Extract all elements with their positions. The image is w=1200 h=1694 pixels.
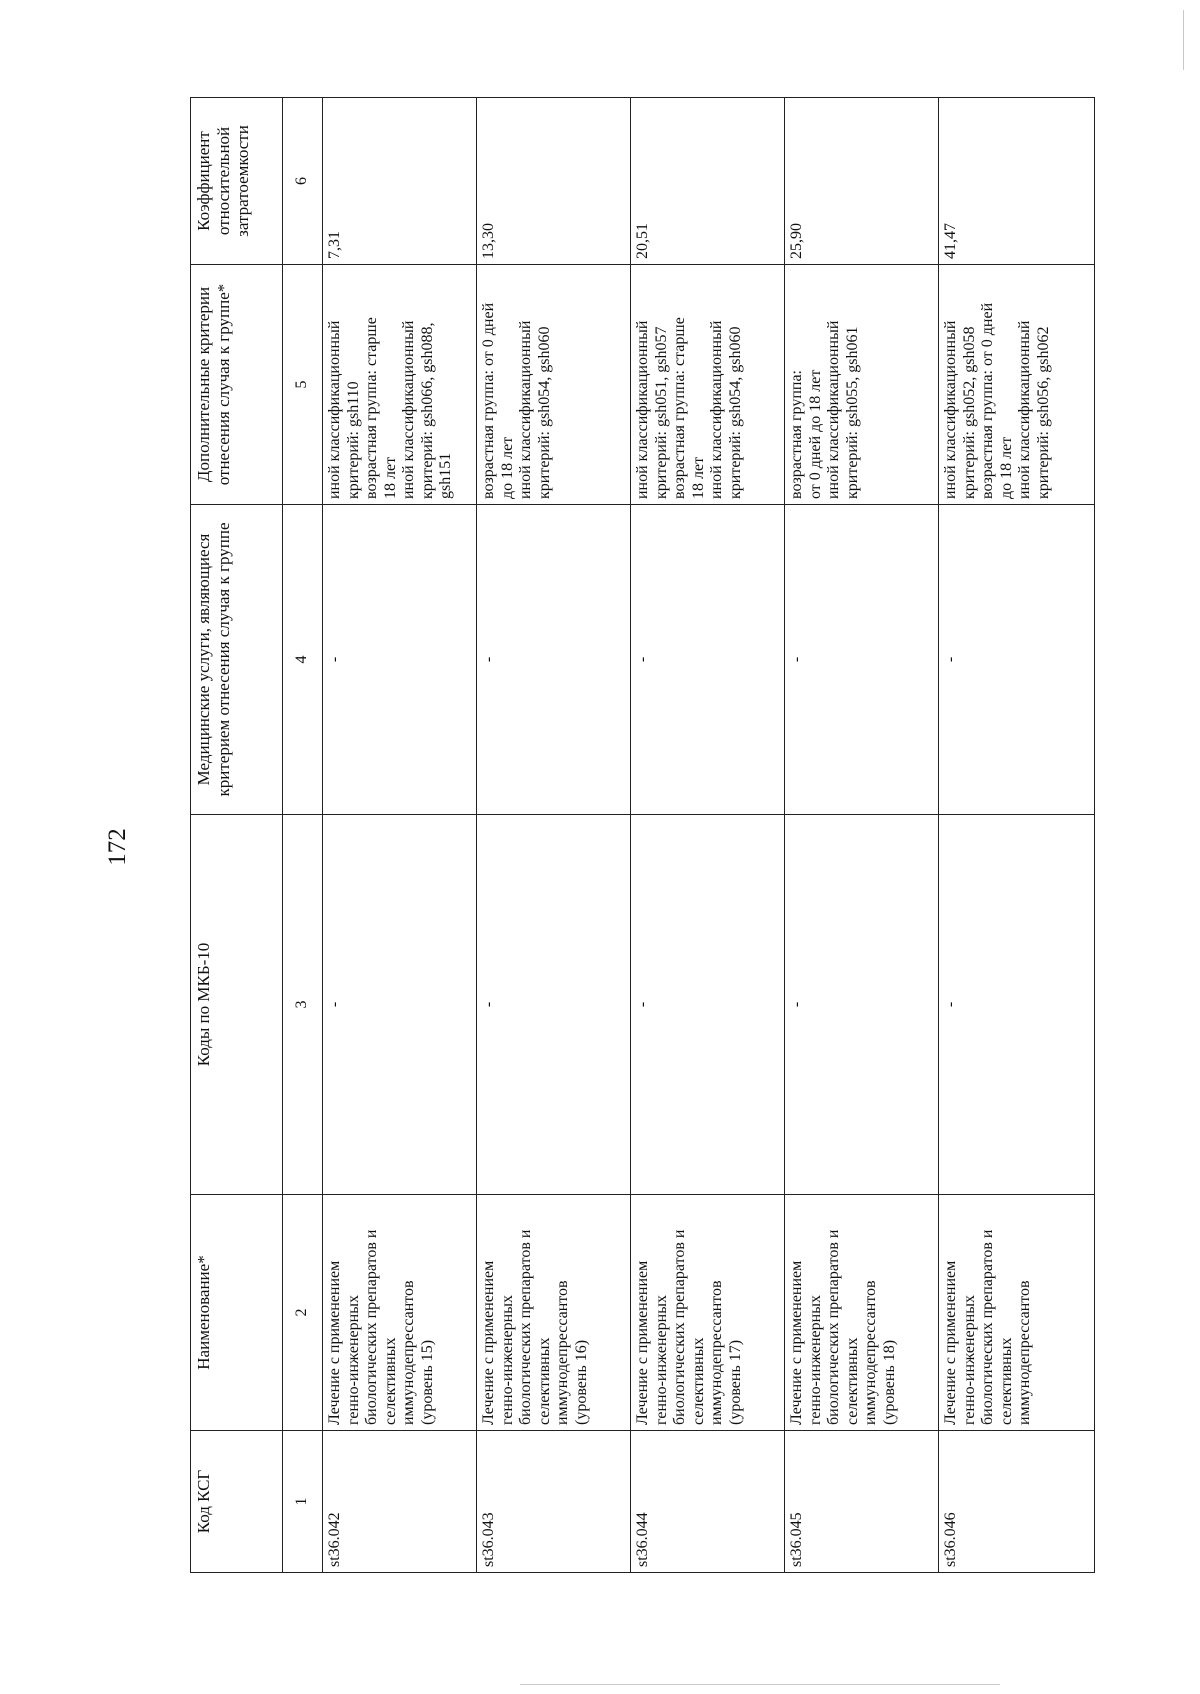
criteria-line: иной классификационный [825,320,843,499]
name-line: Лечение с применением [942,1260,959,1425]
medical-services: - [323,505,477,815]
ksg-name [631,1195,785,1431]
ksg-code: st36.042 [323,1431,477,1573]
ksg-table-container [190,98,1092,1573]
additional-criteria [631,265,785,505]
criteria-line: 18 лет [689,456,707,499]
name-line: иммунодепрессантов [1016,1280,1034,1425]
column-number: 1 [283,1431,323,1573]
scan-edge-line [1183,10,1184,70]
criteria-line: критерий: gsh051, gsh057 [652,326,670,499]
cost-coefficient: 7,31 [323,98,477,265]
criteria-line: критерий: gsh066, gsh088, [418,322,436,499]
header-name: Наименование* [191,1195,283,1431]
criteria-line: возрастная группа: [788,369,805,499]
medical-services: - [477,505,631,815]
column-number-row [283,98,323,1573]
mkb-codes: - [785,815,939,1195]
criteria-line: иной классификационный [708,320,726,499]
mkb-codes: - [323,815,477,1195]
header-criteria: Дополнительные критерии отнесения случая к группе* [191,265,283,505]
column-number: 5 [283,265,323,505]
table-row [477,98,631,1573]
name-line: биологических препаратов и [979,1229,997,1425]
criteria-line: критерий: gsh055, gsh061 [843,326,861,499]
name-line: (уровень 18) [880,1339,898,1425]
criteria-line: иной классификационный [942,320,959,499]
name-line: генно-инженерных [960,1295,978,1425]
ksg-name [323,1195,477,1431]
name-line: генно-инженерных [344,1295,362,1425]
cost-coefficient: 13,30 [477,98,631,265]
name-line: селективных [997,1337,1015,1425]
criteria-line: возрастная группа: старше [671,317,689,499]
criteria-line: возрастная группа: от 0 дней [979,302,997,499]
criteria-line: иной классификационный [634,320,651,499]
scan-bottom-line [520,1684,1000,1685]
medical-services: - [631,505,785,815]
column-number: 3 [283,815,323,1195]
table-row [323,98,477,1573]
column-number: 4 [283,505,323,815]
additional-criteria [323,265,477,505]
criteria-line: иной классификационный [326,320,343,499]
ksg-name [939,1195,1095,1431]
criteria-line: возрастная группа: старше [363,317,381,499]
medical-services: - [785,505,939,815]
criteria-line: до 18 лет [997,436,1015,499]
criteria-line: критерий: gsh056, gsh062 [1034,326,1052,499]
name-line: генно-инженерных [498,1295,516,1425]
criteria-line: до 18 лет [498,436,516,499]
header-coefficient: Коэффициент относительной затратоемкости [191,98,283,265]
name-line: Лечение с применением [788,1260,805,1425]
name-line: селективных [381,1337,399,1425]
name-line: Лечение с применением [326,1260,343,1425]
criteria-line: критерий: gsh052, gsh058 [960,326,978,499]
name-line: селективных [535,1337,553,1425]
name-line: иммунодепрессантов [400,1280,418,1425]
mkb-codes: - [939,815,1095,1195]
name-line: биологических препаратов и [671,1229,689,1425]
name-line: иммунодепрессантов [862,1280,880,1425]
page-number: 172 [104,828,131,866]
header-code: Код КСГ [191,1431,283,1573]
ksg-code: st36.045 [785,1431,939,1573]
criteria-line: критерий: gsh054, gsh060 [535,326,553,499]
name-line: Лечение с применением [634,1260,651,1425]
ksg-code: st36.046 [939,1431,1095,1573]
criteria-line: gsh151 [437,452,455,499]
table-row [939,98,1095,1573]
table-row [785,98,939,1573]
name-line: генно-инженерных [652,1295,670,1425]
name-line: биологических препаратов и [825,1229,843,1425]
cost-coefficient: 25,90 [785,98,939,265]
criteria-line: иной классификационный [1016,320,1034,499]
name-line: биологических препаратов и [363,1229,381,1425]
table-row [631,98,785,1573]
name-line: селективных [843,1337,861,1425]
name-line: генно-инженерных [806,1295,824,1425]
criteria-line: 18 лет [381,456,399,499]
name-line: Лечение с применением [480,1260,497,1425]
criteria-line: критерий: gsh054, gsh060 [726,326,744,499]
ksg-table [190,97,1095,1573]
column-number: 2 [283,1195,323,1431]
ksg-code: st36.043 [477,1431,631,1573]
name-line: селективных [689,1337,707,1425]
name-line: (уровень 17) [726,1339,744,1425]
criteria-line: возрастная группа: от 0 дней [480,302,497,499]
column-number: 6 [283,98,323,265]
header-services: Медицинские услуги, являющиеся критерием отнесения случая к группе [191,505,283,815]
name-line: (уровень 15) [418,1339,436,1425]
ksg-code: st36.044 [631,1431,785,1573]
name-line: (уровень 16) [572,1339,590,1425]
additional-criteria [939,265,1095,505]
mkb-codes: - [631,815,785,1195]
ksg-name [477,1195,631,1431]
cost-coefficient: 41,47 [939,98,1095,265]
additional-criteria [785,265,939,505]
mkb-codes: - [477,815,631,1195]
criteria-line: критерий: gsh110 [344,381,362,499]
name-line: биологических препаратов и [517,1229,535,1425]
criteria-line: иной классификационный [517,320,535,499]
criteria-line: иной классификационный [400,320,418,499]
ksg-name [785,1195,939,1431]
additional-criteria [477,265,631,505]
criteria-line: от 0 дней до 18 лет [806,369,824,499]
header-mkb: Коды по МКБ-10 [191,815,283,1195]
name-line: иммунодепрессантов [554,1280,572,1425]
cost-coefficient: 20,51 [631,98,785,265]
name-line: иммунодепрессантов [708,1280,726,1425]
medical-services: - [939,505,1095,815]
header-row [191,98,283,1573]
